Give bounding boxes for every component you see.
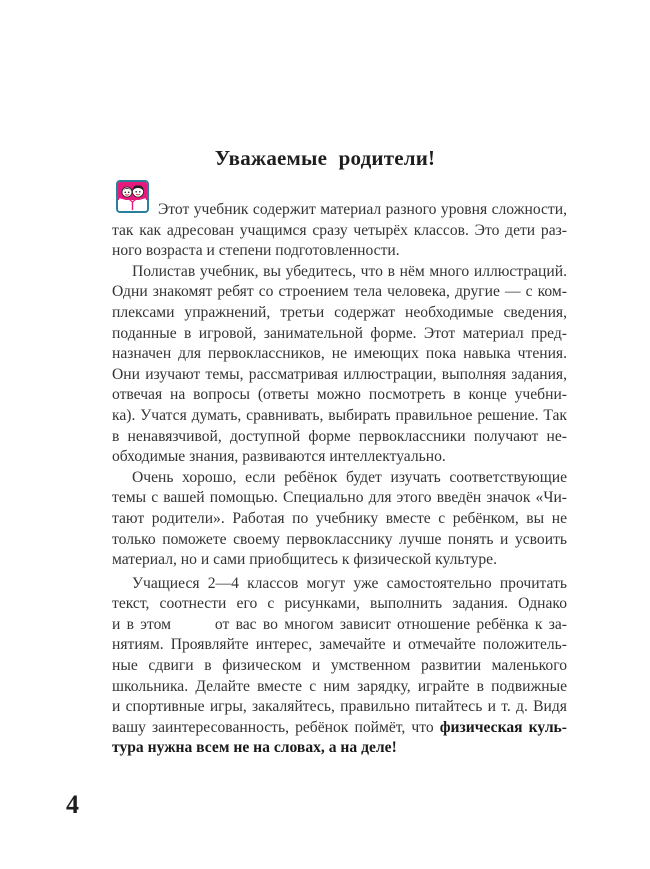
text-line: отвечая на вопросы (ответы можно посмотреть в конце учебни- bbox=[112, 386, 567, 404]
text-line: только поможете своему первокласснику лучше понять и усвоить bbox=[112, 530, 567, 548]
text-line: Очень хорошо, если ребёнок будет изучать соответствующие bbox=[132, 468, 567, 486]
text-line: Этот учебник содержит материал разного уровня сложности, bbox=[158, 201, 567, 218]
text-line: школьника. Делайте вместе с ним зарядку, играйте в подвижные bbox=[112, 677, 567, 695]
text-line: в ненавязчивой, доступной форме первоклассники получают не- bbox=[112, 427, 567, 445]
paragraph-2 bbox=[112, 262, 567, 468]
text-line: Полистав учебник, вы убедитесь, что в нём много иллюстраций. bbox=[132, 262, 567, 280]
text-line: ные сдвиги в физическом и умственном развитии маленького bbox=[112, 657, 567, 675]
text-line: Они изучают темы, рассматривая иллюстрации, выполняя задания, bbox=[112, 365, 567, 383]
text-line: материал, но и сами приобщитесь к физической культуре. bbox=[112, 551, 497, 569]
text-line: нятиям. Проявляйте интерес, замечайте и отмечайте положитель- bbox=[112, 636, 567, 654]
text-line: назначен для первоклассников, не имеющих пока навыка чтения. bbox=[112, 345, 567, 363]
text-line: так как адресован учащимся сразу четырёх классов. Это дети раз- bbox=[112, 221, 567, 239]
paragraph-1 bbox=[112, 200, 567, 262]
text-line: поданные в игровой, занимательной форме. Этот материал пред- bbox=[112, 324, 567, 342]
text-line: тают родители». Работая по учебнику вместе с ребёнком, вы не bbox=[112, 509, 567, 527]
text-line: Учащиеся 2—4 классов могут уже самостоятельно прочитать bbox=[132, 574, 567, 592]
text-line: темы с вашей помощью. Специально для этого введён значок «Чи- bbox=[112, 489, 567, 507]
text-line: плексами упражнений, третьи содержат необходимые сведения, bbox=[112, 303, 567, 321]
text-line: обходимые знания, развиваются интеллектуально. bbox=[112, 448, 446, 466]
mixed-text-line bbox=[112, 718, 567, 739]
body-text bbox=[112, 200, 567, 759]
text-line: Одни знакомят ребят со строением тела человека, другие — с ком- bbox=[112, 283, 567, 301]
paragraph-4 bbox=[112, 574, 567, 759]
text-line: ного возраста и степени подготовленности. bbox=[112, 242, 400, 260]
page-title: Уважаемые родители! bbox=[214, 146, 436, 170]
text-line: и спортивные игры, закаляйтесь, правильно питайтесь и т. д. Видя bbox=[112, 698, 567, 716]
text-line: текст, соотнести его с рисунками, выполнить задания. Однако bbox=[112, 595, 567, 613]
emphasis-text-line: тура нужна всем не на словах, а на деле! bbox=[112, 739, 397, 757]
paragraph-3 bbox=[112, 468, 567, 571]
emphasis-text: физическая куль- bbox=[439, 718, 568, 736]
text-segment: вашу заинтересованность, ребёнок поймёт, что bbox=[112, 718, 440, 736]
page-number: 4 bbox=[66, 790, 79, 819]
text-line: и в этом от вас во многом зависит отношение ребёнка к за- bbox=[112, 615, 567, 633]
text-line: ка). Учатся думать, сравнивать, выбирать правильное решение. Так bbox=[112, 406, 567, 424]
